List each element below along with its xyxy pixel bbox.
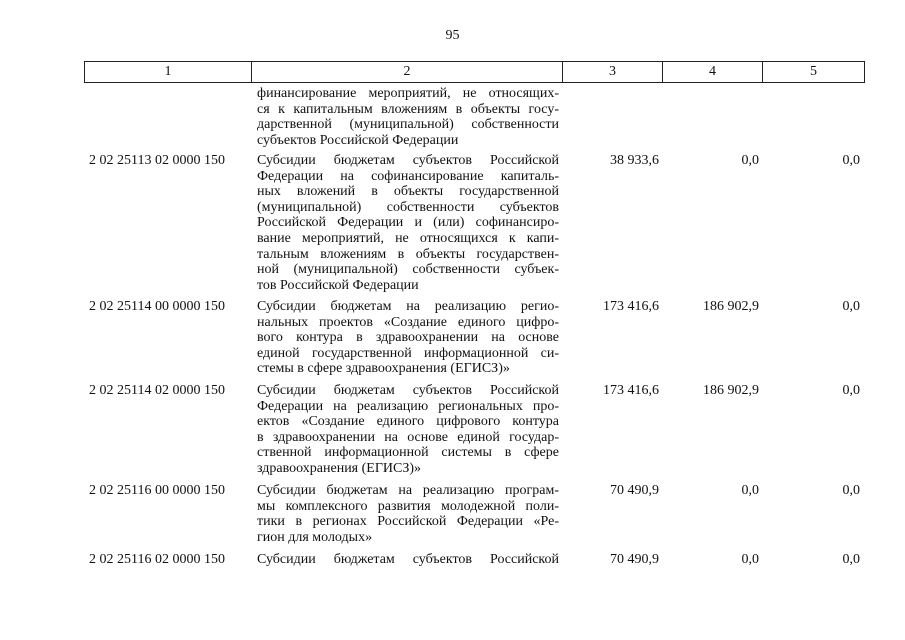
- row-text-line: гион для молодых»: [257, 529, 373, 545]
- row-value-col3: 70 490,9: [610, 552, 659, 567]
- column-header-4: 4: [663, 61, 763, 83]
- column-header-2: 2: [252, 61, 563, 83]
- column-header-5: 5: [763, 61, 865, 83]
- row-value-col3: 38 933,6: [610, 153, 659, 168]
- row-code: 2 02 25113 02 0000 150: [89, 153, 225, 168]
- row-text-line: нальных проектов «Создание единого цифро-: [257, 314, 559, 330]
- row-value-col5: 0,0: [842, 552, 860, 567]
- row-text-line: Российской Федерации и (или) софинансиро-: [257, 215, 559, 231]
- row-text-line: (муниципальной) собственности субъектов: [257, 199, 559, 215]
- row-value-col5: 0,0: [842, 153, 860, 168]
- row-text-line: тальным вложениям в объекты государствен-: [257, 246, 559, 262]
- row-value-col4: 186 902,9: [703, 383, 759, 398]
- row-value-col4: 186 902,9: [703, 299, 759, 314]
- column-header-3: 3: [563, 61, 663, 83]
- row-text-line: ственной информационной системы в сфере: [257, 445, 559, 461]
- row-value-col4: 0,0: [741, 153, 759, 168]
- continuation-text-line: субъектов Российской Федерации: [257, 132, 459, 148]
- row-value-col5: 0,0: [842, 299, 860, 314]
- row-value-col4: 0,0: [741, 483, 759, 498]
- continuation-text-line: ся к капитальным вложениям в объекты госу-: [257, 101, 559, 117]
- row-text-line: мы комплексного развития молодежной поли-: [257, 498, 559, 514]
- row-code: 2 02 25114 02 0000 150: [89, 383, 225, 398]
- row-value-col3: 173 416,6: [603, 383, 659, 398]
- row-text-line: Субсидии бюджетам на реализацию регио-: [257, 299, 559, 314]
- row-text-line: Субсидии бюджетам на реализацию програм-: [257, 483, 559, 498]
- row-text-line: стемы в сфере здравоохранения (ЕГИСЗ)»: [257, 361, 510, 377]
- row-text-line: вание мероприятий, не относящихся к капи-: [257, 231, 559, 246]
- row-value-col5: 0,0: [842, 483, 860, 498]
- row-text-line: Субсидии бюджетам субъектов Российской: [257, 153, 559, 168]
- row-code: 2 02 25114 00 0000 150: [89, 299, 225, 314]
- row-value-col3: 70 490,9: [610, 483, 659, 498]
- row-text-line: Федерации на реализацию региональных про-: [257, 398, 559, 414]
- row-text-line: ной (муниципальной) собственности субъек-: [257, 262, 559, 278]
- row-text-line: единой государственной информационной си-: [257, 345, 559, 361]
- row-text-line: ных вложений в объекты государственной: [257, 184, 559, 200]
- row-text-line: Федерации на софинансирование капиталь-: [257, 168, 559, 184]
- row-text-line: ектов «Создание единого цифрового контура: [257, 414, 559, 430]
- row-text-line: Субсидии бюджетам субъектов Российской: [257, 552, 559, 567]
- continuation-text-line: дарственной (муниципальной) собственности: [257, 117, 559, 133]
- row-value-col3: 173 416,6: [603, 299, 659, 314]
- column-header-1: 1: [84, 61, 252, 83]
- row-text-line: здравоохранения (ЕГИСЗ)»: [257, 461, 422, 476]
- row-value-col4: 0,0: [741, 552, 759, 567]
- row-code: 2 02 25116 00 0000 150: [89, 483, 225, 498]
- continuation-text-line: финансирование мероприятий, не относящих-: [257, 86, 559, 101]
- row-text-line: Субсидии бюджетам субъектов Российской: [257, 383, 559, 398]
- row-text-line: тов Российской Федерации: [257, 277, 419, 293]
- row-code: 2 02 25116 02 0000 150: [89, 552, 225, 567]
- page-number: 95: [445, 28, 460, 43]
- row-text-line: в здравоохранении на основе единой государ-: [257, 429, 559, 445]
- row-text-line: тики в регионах Российской Федерации «Ре-: [257, 514, 559, 530]
- row-value-col5: 0,0: [842, 383, 860, 398]
- row-text-line: вого контура в здравоохранении на основе: [257, 330, 559, 346]
